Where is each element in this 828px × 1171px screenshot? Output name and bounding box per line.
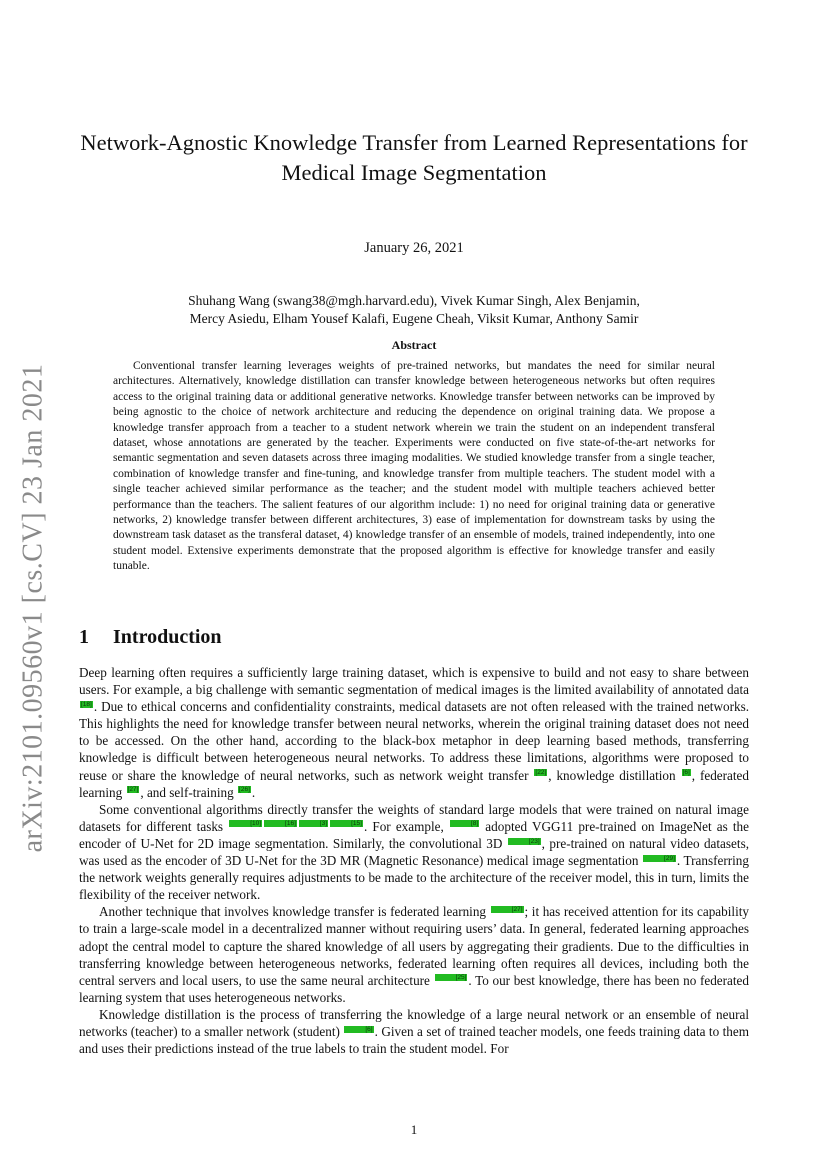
- text-run: , knowledge distillation: [548, 767, 681, 783]
- section-body: [79, 664, 749, 1057]
- author-list: [79, 292, 749, 328]
- citation-link[interactable]: [27]: [491, 906, 524, 913]
- citation-link[interactable]: [15]: [330, 820, 363, 827]
- paragraph: [79, 1006, 749, 1057]
- arxiv-identifier-stamp: [8, 363, 58, 853]
- citation-link[interactable]: [23]: [508, 838, 541, 845]
- section-title: Introduction: [113, 626, 222, 648]
- arxiv-identifier-text: arXiv:2101.09560v1 [cs.CV] 23 Jan 2021: [17, 363, 49, 853]
- citation-link[interactable]: [10]: [229, 820, 262, 827]
- citation-link[interactable]: [25]: [435, 974, 468, 981]
- text-run: . For example,: [363, 818, 449, 834]
- paragraph: [79, 801, 749, 904]
- text-run: Another technique that involves knowledge transfer is federated learning: [99, 904, 490, 920]
- citation-link[interactable]: [22]: [535, 769, 547, 777]
- citation-link[interactable]: [29]: [643, 855, 676, 862]
- text-run: ; it has received attention for its capability to train a large-scale model in a decentralized manner without requiring users’ data. In general, federated learning approaches adopt the central model to capture the shared knowledge of all users by aggregating their gradients. Due to the difficulties in transferring knowledge between heterogeneous networks, federated learning often requires all devices, including both the central servers and local users, to use the same neural architecture: [79, 904, 749, 988]
- text-run: , pre-trained on natural video datasets, was used as the encoder of 3D U-Net for the 3D MR (Magnetic Resonance) medical image segmentation: [79, 835, 749, 869]
- section-number: 1: [79, 626, 89, 648]
- text-run: .: [251, 784, 256, 800]
- paragraph: [79, 664, 749, 801]
- text-run: adopted VGG11 pre-trained on ImageNet as the encoder of U-Net for 2D image segmentation. Similarly, the convolutional 3D: [79, 818, 749, 851]
- citation-link[interactable]: [3]: [299, 820, 328, 827]
- abstract-text: Conventional transfer learning leverages weights of pre-trained networks, but mandates the need for similar neural architectures. Alternatively, knowledge distillation can transfer knowledge between heterogeneous networks but often requires access to the original training data or additional generative networks. Knowledge transfer between networks can be improved by being agnostic to the choice of network architecture and reducing the dependence on original training data. We propose a knowledge transfer approach from a teacher to a student network wherein we train the student on an independent transferal dataset, whose annotations are generated by the teacher. Experiments were conducted on five state-of-the-art networks for semantic segmentation and seven datasets across three imaging modalities. We studied knowledge transfer from a single teacher, combination of knowledge transfer and fine-tuning, and knowledge transfer from multiple teachers. The student model with a single teacher achieved similar performance as the teacher; and the student model with multiple teachers achieved better performance than the teachers. The salient features of our algorithm include: 1) no need for original training data or generative networks, 2) knowledge transfer between different architectures, 3) ease of implementation for downstream tasks by using the downstream task dataset as the transferal dataset, 4) knowledge transfer of an ensemble of models, trained independently, into one student model. Extensive experiments demonstrate that the proposed algorithm is effective for knowledge transfer and easily tunable.: [113, 360, 715, 573]
- citation-link[interactable]: [6]: [344, 1026, 373, 1033]
- paper-title: Network-Agnostic Knowledge Transfer from Learned Representations for Medical Image Segmentation: [80, 130, 748, 185]
- citation-link[interactable]: [18]: [81, 700, 92, 708]
- text-run: . Given a set of trained teacher models, one feeds training data to them and uses their predictions instead of the true labels to train the student model. For: [79, 1023, 749, 1057]
- citation-link[interactable]: [16]: [264, 820, 297, 827]
- citation-link[interactable]: [27]: [127, 786, 139, 794]
- text-run: Deep learning often requires a sufficiently large training dataset, which is expensive to build and not easy to share between users. For example, a big challenge with semantic segmentation of medical images is the limited availability of annotated data: [79, 665, 749, 698]
- text-run: . Transferring the network weights generally requires adjustments to be made to the architecture of the receiver model, this in turn, limits the flexibility of the receiver network.: [79, 853, 749, 903]
- author-line-1: Shuhang Wang (swang38@mgh.harvard.edu), Vivek Kumar Singh, Alex Benjamin,: [188, 293, 640, 308]
- abstract-heading: Abstract: [391, 338, 437, 352]
- author-line-2: Mercy Asiedu, Elham Yousef Kalafi, Eugene Cheah, Viksit Kumar, Anthony Samir: [189, 311, 639, 326]
- citation-link[interactable]: [26]: [239, 786, 250, 794]
- paragraph: [79, 903, 749, 1006]
- text-run: . To our best knowledge, there has been no federated learning system that uses heterogeneous networks.: [79, 972, 749, 1005]
- section-heading: [79, 626, 749, 649]
- text-run: , federated learning: [79, 767, 750, 800]
- citation-link[interactable]: [8]: [450, 820, 479, 827]
- text-run: Some conventional algorithms directly transfer the weights of standard large models that were trained on natural image datasets for different tasks: [79, 801, 749, 834]
- citation-link[interactable]: [6]: [682, 769, 690, 777]
- text-run: , and self-training: [140, 784, 238, 800]
- page-number: 1: [410, 1122, 418, 1137]
- paper-date: January 26, 2021: [364, 240, 464, 256]
- text-run: Knowledge distillation is the process of transferring the knowledge of a large neural network or an ensemble of neural networks (teacher) to a smaller network (student): [79, 1006, 749, 1039]
- text-run: . Due to ethical concerns and confidentiality constraints, medical datasets are not often released with the trained networks. This highlights the need for knowledge transfer between neural networks, wherein the original training dataset does not need to be accessed. On the other hand, according to the black-box metaphor in deep learning based methods, transferring knowledge is difficult between heterogeneous neural networks. To address these limitations, algorithms were proposed to reuse or share the knowledge of neural networks, such as network weight transfer: [79, 699, 749, 783]
